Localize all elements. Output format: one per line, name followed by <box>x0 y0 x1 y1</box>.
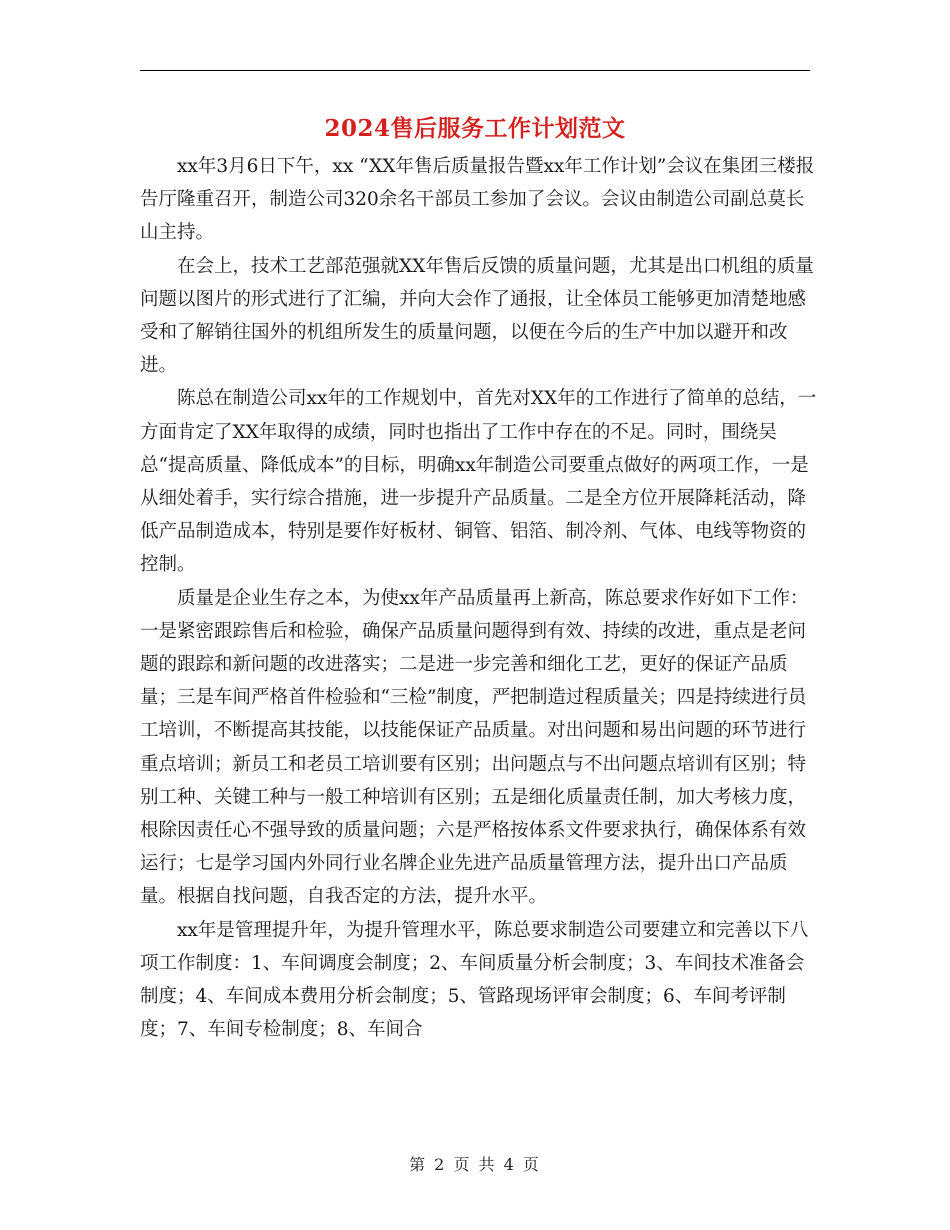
paragraph-5: xx年是管理提升年，为提升管理水平，陈总要求制造公司要建立和完善以下八项工作制度：1、车间调度会制度；2、车间质量分析会制度；3、车间技术准备会制度；4、车间成本费用分析会制度；5、管路现场评审会制度；6、车间考评制度；7、车间专检制度；8、车间合 <box>140 919 809 1041</box>
document-body <box>140 150 820 1046</box>
page-number-footer: 第 2 页 共 4 页 <box>409 1155 541 1174</box>
paragraph-4: 质量是企业生存之本，为使xx年产品质量再上新高，陈总要求作好如下工作： 一是紧密跟踪售后和检验，确保产品质量问题得到有效、持续的改进，重点是老问题的跟踪和新问题的改进落实；二是进一步完善和细化工艺，更好的保证产品质量；三是车间严格首件检验和“三检”制度，严把制造过程质量关；四是持续进行员工培训，不断提高其技能，以技能保证产品质量。对出问题和易出问题的环节进行重点培训；新员工和老员工培训要有区别；出问题点与不出问题点培训有区别；特别工种、关键工种与一般工种培训有区别；五是细化质量责任制，加大考核力度，根除因责任心不强导致的质量问题；六是严格按体系文件要求执行，确保体系有效运行；七是学习国内外同行业名牌企业先进产品质量管理方法，提升出口产品质量。根据自找问题，自我否定的方法，提升水平。 <box>140 587 809 908</box>
paragraph-3: 陈总在制造公司xx年的工作规划中，首先对XX年的工作进行了简单的总结，一方面肯定了XX年取得的成绩，同时也指出了工作中存在的不足。同时，围绕吴总“提高质量、降低成本”的目标，明确xx年制造公司要重点做好的两项工作，一是从细处着手，实行综合措施，进一步提升产品质量。二是全方位开展降耗活动，降低产品制造成本，特别是要作好板材、铜管、铝箔、制冷剂、气体、电线等物资的控制。 <box>140 388 817 576</box>
header-rule <box>140 70 810 71</box>
document-title: 2024售后服务工作计划范文 <box>324 115 626 142</box>
paragraph-1: xx年3月6日下午，xx “XX年售后质量报告暨xx年工作计划”会议在集团三楼报告厅隆重召开，制造公司320余名干部员工参加了会议。会议由制造公司副总莫长山主持。 <box>140 156 815 244</box>
paragraph-2: 在会上，技术工艺部范强就XX年售后反馈的质量问题，尤其是出口机组的质量问题以图片的形式进行了汇编，并向大会作了通报，让全体员工能够更加清楚地感受和了解销往国外的机组所发生的质量问题，以便在今后的生产中加以避开和改进。 <box>140 255 814 377</box>
